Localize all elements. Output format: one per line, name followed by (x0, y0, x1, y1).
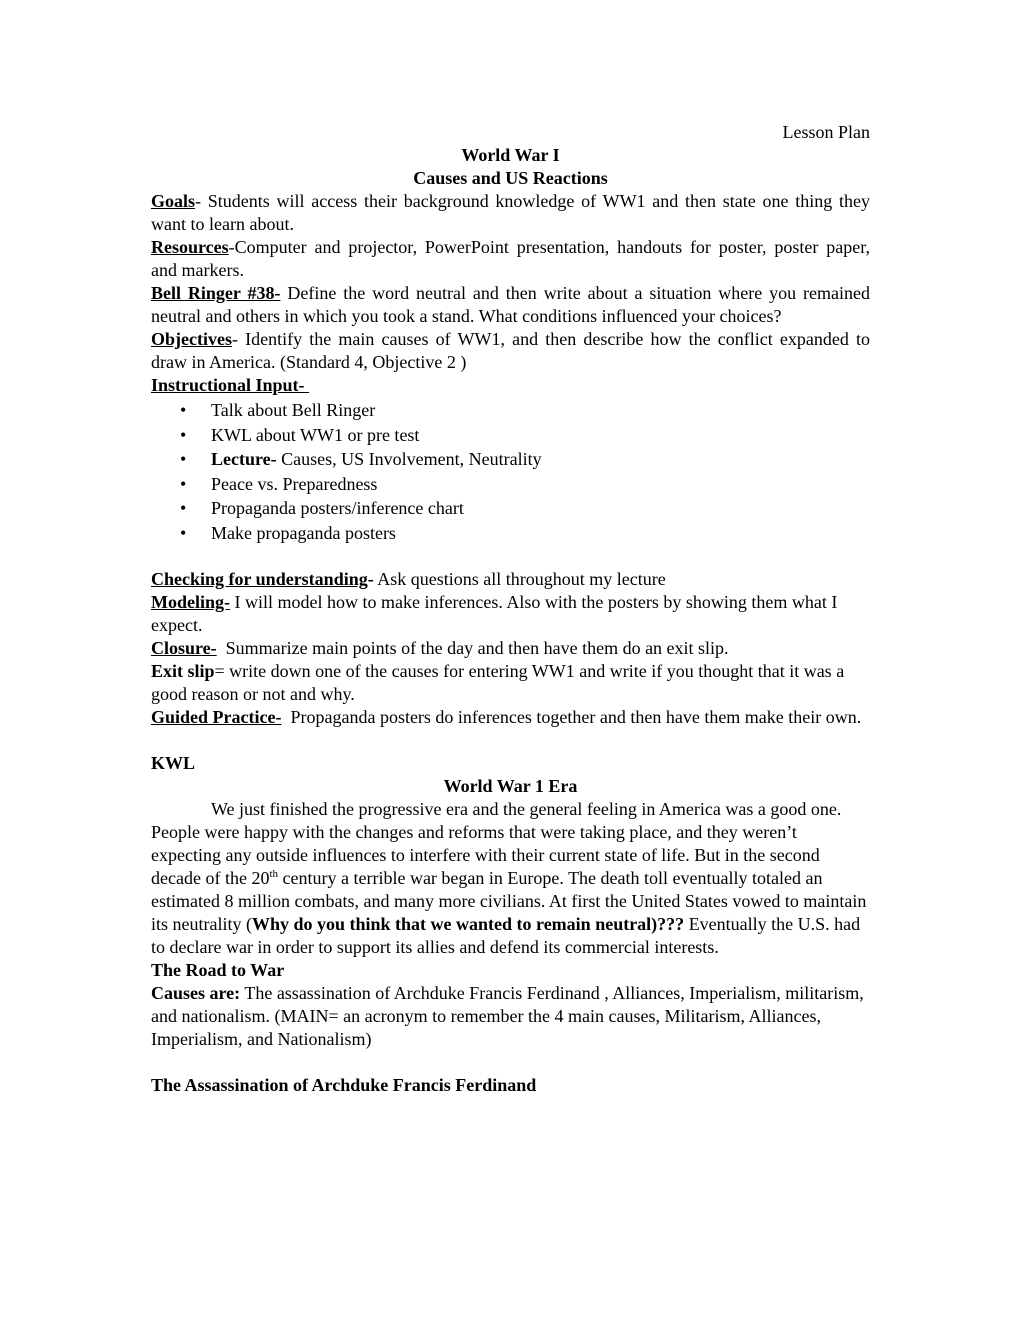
causes-section (151, 982, 870, 1051)
bullet-icon: • (180, 449, 187, 469)
header-label: Lesson Plan (782, 122, 870, 142)
guided-practice-text: Propaganda posters do inferences together and then have them make their own. (281, 707, 862, 727)
exit-slip-label: Exit slip (151, 661, 215, 681)
list-item: • Propaganda posters/inference chart (211, 496, 870, 521)
title-line-2: Causes and US Reactions (413, 168, 608, 188)
era-paragraph: We just finished the progressive era and the general feeling in America was a good one. People were happy with the changes and reforms that were taking place, and they weren’t expecting any outside influences to interfere with their current state of life. But in the second decade of the 20th century a terrible war began in Europe. The death toll eventually totaled an estimated 8 million combats, and many more civilians. At first the United States vowed to maintain its neutrality (Why do you think that we wanted to remain neutral)??? Eventually the U.S. had to declare war in order to support its allies and defend its commercial interests. (151, 799, 867, 957)
bullet-icon: • (180, 473, 187, 494)
guided-practice-section (151, 706, 870, 729)
modeling-text: I will model how to make inferences. Also with the posters by showing them what I expect. (151, 592, 838, 635)
document-page (151, 121, 870, 1097)
instructional-input-list (151, 398, 870, 545)
goals-text: - Students will access their background knowledge of WW1 and then state one thing they want to learn about. (151, 191, 870, 234)
closure-text: Summarize main points of the day and then have them do an exit slip. (216, 638, 729, 658)
modeling-label: Modeling- (151, 592, 230, 612)
checking-label: Checking for understanding (151, 569, 368, 589)
bullet-icon: • (180, 498, 187, 518)
list-item: • Peace vs. Preparedness (211, 472, 870, 497)
objectives-section (151, 328, 870, 374)
guided-practice-label: Guided Practice- (151, 707, 282, 727)
list-item: • Lecture- Causes, US Involvement, Neutrality (211, 447, 870, 472)
causes-label: Causes are: (151, 983, 241, 1003)
resources-label: Resources (151, 237, 229, 257)
list-item: • Make propaganda posters (211, 521, 870, 546)
modeling-section (151, 591, 870, 637)
goals-label: Goals (151, 191, 196, 211)
checking-section: Checking for understanding- Ask questions all throughout my lecture (151, 569, 666, 589)
exit-slip-section (151, 660, 870, 706)
era-question: Why do you think that we wanted to remain neutral)??? (251, 914, 685, 934)
list-item: • KWL about WW1 or pre test (211, 423, 870, 448)
exit-slip-text: = write down one of the causes for entering WW1 and write if you thought that it was a good reason or not and why. (151, 661, 845, 704)
era-title: World War 1 Era (443, 776, 578, 796)
objectives-label: Objectives (151, 329, 232, 349)
objectives-text: - Identify the main causes of WW1, and then describe how the conflict expanded to draw in America. (Standard 4, Objective 2 ) (151, 329, 870, 372)
title-line-1: World War I (461, 145, 560, 165)
resources-section (151, 236, 870, 282)
goals-section (151, 190, 870, 236)
resources-text: -Computer and projector, PowerPoint presentation, handouts for poster, poster paper, and markers. (151, 237, 870, 280)
closure-section (151, 637, 870, 660)
bullet-icon: • (180, 522, 187, 543)
closure-label: Closure- (151, 638, 217, 658)
kwl-heading: KWL (151, 753, 196, 773)
bullet-icon: • (180, 424, 187, 445)
bell-ringer-text: Define the word neutral and then write about a situation where you remained neutral and others in which you took a stand. What conditions influenced your choices? (151, 283, 871, 326)
causes-text: The assassination of Archduke Francis Ferdinand , Alliances, Imperialism, militarism, and nationalism. (MAIN= an acronym to remember the 4 main causes, Militarism, Alliances, Imperialism, and Nationalism) (151, 983, 864, 1049)
bell-ringer-section (151, 282, 870, 328)
bullet-icon: • (180, 400, 187, 420)
bell-ringer-label: Bell Ringer #38- (151, 283, 281, 303)
instructional-input-label: Instructional Input- (151, 375, 310, 395)
checking-text: Ask questions all throughout my lecture (373, 569, 666, 589)
assassination-heading: The Assassination of Archduke Francis Ferdinand (151, 1075, 537, 1095)
road-to-war-heading: The Road to War (151, 960, 285, 980)
list-item: • Talk about Bell Ringer (211, 398, 870, 423)
